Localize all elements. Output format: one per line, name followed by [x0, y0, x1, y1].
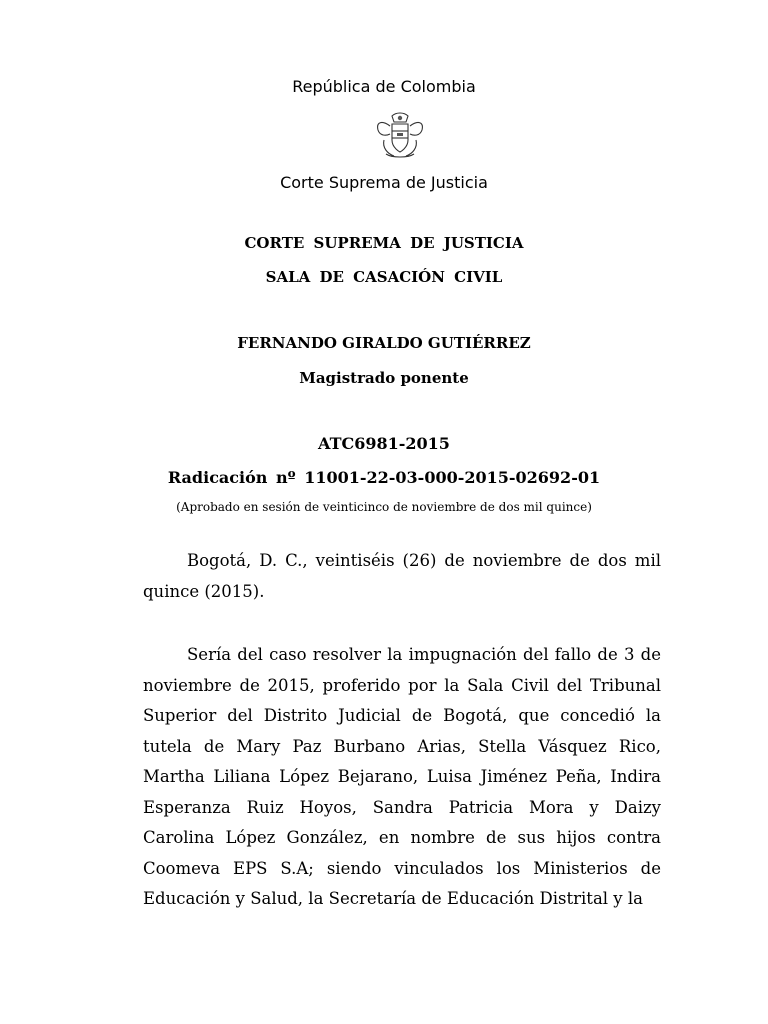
date-paragraph: [143, 546, 661, 607]
country-header: República de Colombia: [292, 77, 476, 96]
court-title: CORTE SUPREMA DE JUSTICIA: [244, 234, 524, 252]
case-code: ATC6981-2015: [318, 434, 450, 453]
main-paragraph: [143, 640, 661, 915]
chamber-title: SALA DE CASACIÓN CIVIL: [265, 268, 503, 286]
coat-of-arms-icon: [372, 110, 428, 160]
case-radicacion: Radicación nº 11001-22-03-000-2015-02692-01: [167, 468, 601, 487]
court-header: Corte Suprema de Justicia: [280, 173, 488, 192]
magistrate-role: Magistrado ponente: [299, 369, 469, 387]
main-paragraph-text: Sería del caso resolver la impugnación del fallo de 3 de noviembre de 2015, proferido por la Sala Civil del Tribunal Superior del Distrito Judicial de Bogotá, que concedió la tutela de Mary Paz Burbano Arias, Stella Vásquez Rico, Martha Liliana López Bejarano, Luisa Jiménez Peña, Indira Esperanza Ruiz Hoyos, Sandra Patricia Mora y Daizy Carolina López González, en nombre de sus hijos contra Coomeva EPS S.A; siendo vinculados los Ministerios de Educación y Salud, la Secretaría de Educación Distrital y la: [143, 645, 661, 908]
approval-note: (Aprobado en sesión de veinticinco de noviembre de dos mil quince): [176, 500, 592, 514]
date-paragraph-text: Bogotá, D. C., veintiséis (26) de noviembre de dos mil quince (2015).: [143, 551, 661, 601]
magistrate-name: FERNANDO GIRALDO GUTIÉRREZ: [237, 334, 531, 352]
